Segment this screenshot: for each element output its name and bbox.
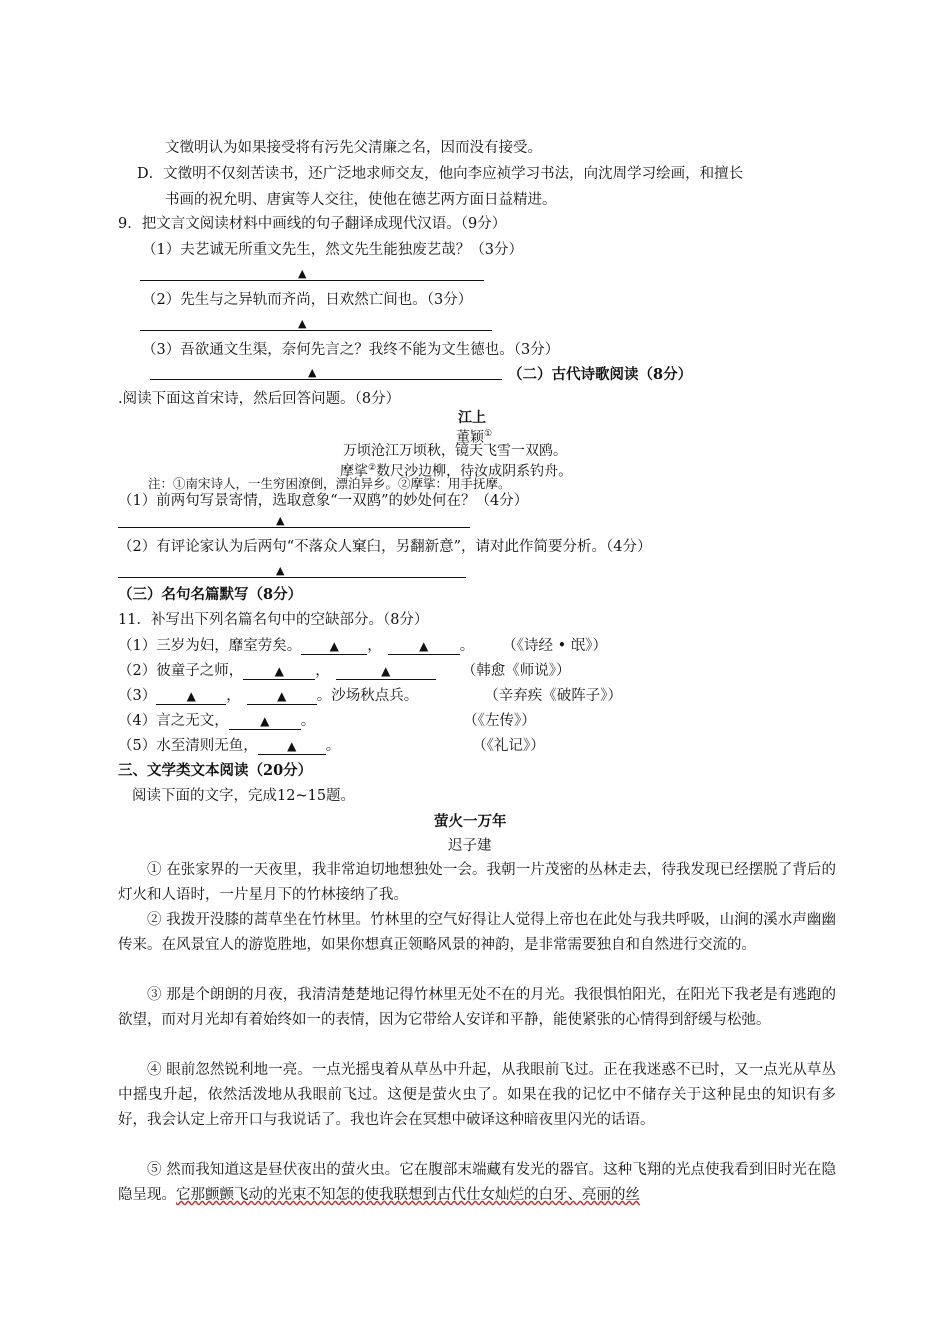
q11-item-4: （4）言之无文， ▲ 。 （《左传》） — [118, 713, 536, 729]
answer-marker-icon: ▲ — [276, 564, 285, 577]
q8-option-c-line2: 文徵明认为如果接受将有污先父清廉之名，因而没有接受。 — [165, 140, 542, 156]
q8-option-d-line2: 书画的祝允明、唐寅等人交往，使他在德艺两方面日益精进。 — [165, 192, 557, 208]
blank-field[interactable]: ▲ — [243, 663, 315, 680]
blank-field[interactable]: ▲ — [301, 638, 367, 655]
q10-stem: .阅读下面这首宋诗，然后回答问题。（8分） — [118, 391, 401, 407]
blank-field[interactable]: ▲ — [258, 738, 326, 755]
poem-note: 注：①南宋诗人，一生穷困潦倒，漂泊异乡。②摩挲：用手抚摩。 — [148, 476, 511, 491]
q9-sub1-answer-line[interactable] — [140, 280, 484, 281]
part-literary-reading-intro: 阅读下面的文字，完成12~15题。 — [132, 788, 356, 804]
answer-marker-icon: ▲ — [298, 317, 307, 330]
q10-sub2-answer-line[interactable] — [118, 577, 466, 578]
q9-stem: 9．把文言文阅读材料中画线的句子翻译成现代汉语。（9分） — [118, 216, 507, 232]
q10-sub1-answer-line[interactable] — [118, 527, 470, 528]
poem-title: 江上 — [458, 410, 486, 426]
q10-sub1: （1）前两句写景寄情，选取意象“一双鸥”的妙处何在？（4分） — [118, 493, 529, 509]
q9-sub2: （2）先生与之异轨而齐尚，日欢然亡间也。（3分） — [142, 292, 473, 308]
article-paragraph-5: ⑤ 然而我知道这是昼伏夜出的萤火虫。它在腹部末端藏有发光的器官。这种飞翔的光点使我看到旧时光在隐隐呈现。它那颤颤飞动的光束不知怎的使我联想到古代仕女灿烂的白牙、亮丽的丝 — [118, 1162, 836, 1203]
blank-field[interactable]: ▲ — [336, 663, 436, 680]
q8-option-d-line1: D．文徵明不仅刻苦读书，还广泛地求师交友，他向李应祯学习书法，向沈周学习绘画，和擅长 — [137, 166, 744, 182]
article-paragraph-2: ② 我拨开没膝的蒿草坐在竹林里。竹林里的空气好得让人觉得上帝也在此处与我共呼吸，山涧的溪水声幽幽传来。在风景宜人的游览胜地，如果你想真正领略风景的神韵，是非常需要独自和自然进行交流的。 — [118, 912, 836, 953]
article-paragraph-4: ④ 眼前忽然锐利地一亮。一点光摇曳着从草丛中升起，从我眼前飞过。正在我迷惑不已时，又一点光从草丛中摇曳升起，依然活泼地从我眼前飞过。这便是萤火虫了。如果在我的记忆中不储存关于这种昆虫的知识有多好，我会认定上帝开口与我说话了。我也许会在冥想中破译这种暗夜里闪光的话语。 — [118, 1062, 836, 1128]
article-paragraph-1: ① 在张家界的一天夜里，我非常迫切地想独处一会。我朝一片茂密的丛林走去，待我发现已经摆脱了背后的灯火和人语时，一片星月下的竹林接纳了我。 — [118, 862, 836, 903]
q9-sub3-answer-line[interactable] — [150, 379, 502, 380]
blank-field[interactable]: ▲ — [247, 688, 317, 705]
section-poetry-title: （二）古代诗歌阅读（8分） — [508, 366, 693, 383]
blank-field[interactable]: ▲ — [388, 638, 460, 655]
article-title: 萤火一万年 — [434, 813, 507, 830]
poem-author: 董颖① — [456, 429, 493, 446]
q10-sub2: （2）有评论家认为后两句“不落众人窠臼，另翻新意”，请对此作简要分析。（4分） — [118, 539, 652, 555]
underlined-sentence: 它那颤颤飞动的光束不知怎的使我联想到古代仕女灿烂的白牙、亮丽的丝 — [176, 1187, 640, 1203]
article-author: 迟子建 — [448, 838, 492, 854]
q9-sub3: （3）吾欲通文生渠，奈何先言之？我终不能为文生德也。（3分） — [142, 342, 560, 358]
poem-line-1: 万顷沧江万顷秋，镜天飞雪一双鸥。 — [343, 443, 567, 459]
section-memorization-title: （三）名句名篇默写（8分） — [118, 586, 303, 603]
poem-line-2: 摩挲②数尺沙边柳，待汝成阴系钓舟。 — [340, 463, 573, 480]
q11-item-3: （3） ▲ ， ▲ 。沙场秋点兵。 （辛弃疾《破阵子》） — [118, 688, 622, 704]
q9-sub1: （1）夫艺诚无所重文先生，然文先生能独废艺哉？（3分） — [142, 242, 523, 258]
q11-item-5: （5）水至清则无鱼， ▲ 。 （《礼记》） — [118, 738, 545, 754]
blank-field[interactable]: ▲ — [229, 713, 301, 730]
answer-marker-icon: ▲ — [298, 267, 307, 280]
blank-field[interactable]: ▲ — [156, 688, 226, 705]
q11-stem: 11．补写出下列名篇名句中的空缺部分。（8分） — [118, 612, 429, 628]
answer-marker-icon: ▲ — [276, 514, 285, 527]
article-paragraph-3: ③ 那是个朗朗的月夜，我清清楚楚地记得竹林里无处不在的月光。我很惧怕阳光，在阳光下我老是有逃跑的欲望，而对月光却有着始终如一的表情，因为它带给人安详和平静，能使紧张的心情得到舒缓与松弛。 — [118, 987, 836, 1028]
q11-item-1: （1）三岁为妇，靡室劳矣。 ▲ ， ▲ 。 （《诗经 • 氓》） — [118, 638, 608, 654]
part-literary-reading-title: 三、文学类文本阅读（20分） — [118, 762, 313, 779]
answer-marker-icon: ▲ — [308, 366, 317, 379]
q11-item-2: （2）彼童子之师， ▲ ， ▲ （韩愈《师说》） — [118, 663, 571, 679]
q9-sub2-answer-line[interactable] — [140, 330, 492, 331]
